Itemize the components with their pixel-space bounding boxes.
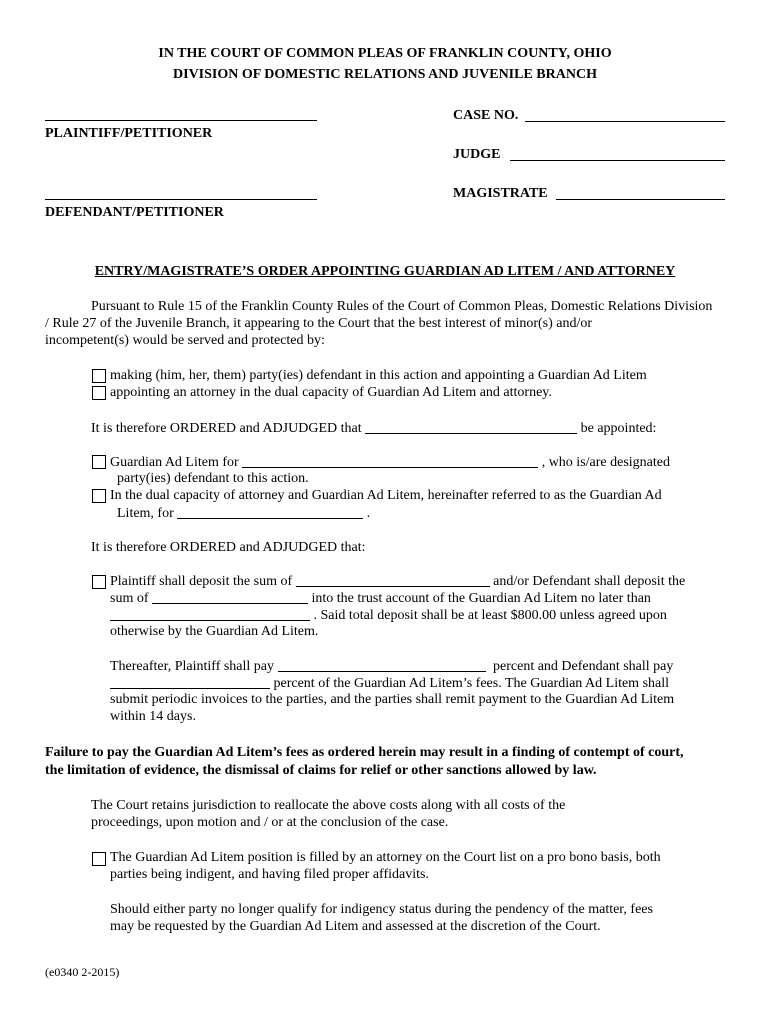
retains-line-2: proceedings, upon motion and / or at the conclusion of the case.: [91, 815, 449, 830]
deposit-line-2: [110, 589, 651, 607]
appointee-name-field[interactable]: [365, 419, 577, 434]
defendant-label: DEFENDANT/PETITIONER: [45, 205, 224, 220]
deposit-text-c: sum of: [110, 591, 149, 606]
deposit-line-1: [110, 572, 685, 590]
deposit-deadline-field[interactable]: [110, 606, 310, 621]
deposit-text-b: and/or Defendant shall deposit the: [493, 574, 686, 589]
ordered-suffix: be appointed:: [580, 421, 657, 436]
thereafter-line-1: [110, 657, 673, 675]
gal-for-checkbox[interactable]: [92, 455, 106, 469]
thereafter-line-2: [110, 674, 669, 692]
deposit-line-3: [110, 606, 667, 624]
making-party-checkbox[interactable]: [92, 369, 106, 383]
warning-line-1: Failure to pay the Guardian Ad Litem’s fees as ordered herein may result in a finding of contempt of court,: [45, 745, 684, 760]
dual-capacity-checkbox[interactable]: [92, 489, 106, 503]
indigency-line-2: may be requested by the Guardian Ad Litem and assessed at the discretion of the Court.: [110, 919, 601, 934]
gal-for-suffix: , who is/are designated: [541, 455, 670, 470]
thereafter-line-3: submit periodic invoices to the parties, and the parties shall remit payment to the Guardian Ad Litem: [110, 692, 675, 707]
division-heading: DIVISION OF DOMESTIC RELATIONS AND JUVENILE BRANCH: [173, 67, 597, 82]
gal-for-name-field[interactable]: [242, 453, 538, 468]
order-title: ENTRY/MAGISTRATE’S ORDER APPOINTING GUARDIAN AD LITEM / AND ATTORNEY: [94, 264, 676, 279]
gal-for-prefix: Guardian Ad Litem for: [110, 455, 239, 470]
retains-line-1: The Court retains jurisdiction to reallocate the above costs along with all costs of the: [91, 798, 566, 813]
form-number: (e0340 2-2015): [45, 965, 120, 979]
case-no-label: CASE NO.: [453, 108, 519, 123]
plaintiff-name-line[interactable]: [45, 120, 317, 121]
dual-capacity-prefix: Litem, for: [117, 506, 174, 521]
dual-capacity-line-2: [117, 504, 370, 522]
plaintiff-percent-field[interactable]: [278, 657, 486, 672]
intro-line-3: incompetent(s) would be served and protected by:: [45, 333, 325, 348]
deposit-text-d: into the trust account of the Guardian Ad Litem no later than: [311, 591, 651, 606]
deposit-text-a: Plaintiff shall deposit the sum of: [110, 574, 293, 589]
magistrate-field[interactable]: [556, 199, 725, 200]
judge-label: JUDGE: [453, 147, 501, 162]
appoint-attorney-checkbox[interactable]: [92, 386, 106, 400]
gal-for-line-2: party(ies) defendant to this action.: [117, 471, 309, 486]
thereafter-text-a: Thereafter, Plaintiff shall pay: [110, 659, 275, 674]
dual-capacity-name-field[interactable]: [177, 504, 363, 519]
indigency-line-1: Should either party no longer qualify for indigency status during the pendency of the matter, fees: [110, 902, 653, 917]
thereafter-text-c: percent of the Guardian Ad Litem’s fees. The Guardian Ad Litem shall: [273, 676, 670, 691]
dual-capacity-end: .: [366, 506, 371, 521]
deposit-text-e: . Said total deposit shall be at least $800.00 unless agreed upon: [313, 608, 667, 623]
ordered-appointed-statement: [91, 419, 656, 437]
plaintiff-deposit-amount-field[interactable]: [296, 572, 490, 587]
case-no-field[interactable]: [525, 121, 725, 122]
thereafter-line-4: within 14 days.: [110, 709, 196, 724]
dual-capacity-line-1: In the dual capacity of attorney and Guardian Ad Litem, hereinafter referred to as the Guardian Ad: [110, 488, 662, 503]
gal-for-line: [110, 453, 670, 471]
deposit-checkbox[interactable]: [92, 575, 106, 589]
warning-line-2: the limitation of evidence, the dismissal of claims for relief or other sanctions allowed by law.: [45, 763, 597, 778]
intro-line-2: / Rule 27 of the Juvenile Branch, it appearing to the Court that the best interest of minor(s) and/or: [45, 316, 593, 331]
court-name-heading: IN THE COURT OF COMMON PLEAS OF FRANKLIN COUNTY, OHIO: [158, 46, 612, 61]
making-party-text: making (him, her, them) party(ies) defendant in this action and appointing a Guardian Ad Litem: [110, 368, 647, 383]
pro-bono-line-2: parties being indigent, and having filed proper affidavits.: [110, 867, 429, 882]
pro-bono-line-1: The Guardian Ad Litem position is filled by an attorney on the Court list on a pro bono basis, both: [110, 850, 661, 865]
intro-line-1: Pursuant to Rule 15 of the Franklin County Rules of the Court of Common Pleas, Domestic Relations Division: [91, 299, 713, 314]
thereafter-text-b: percent and Defendant shall pay: [493, 659, 674, 674]
appoint-attorney-text: appointing an attorney in the dual capacity of Guardian Ad Litem and attorney.: [110, 385, 552, 400]
deposit-line-4: otherwise by the Guardian Ad Litem.: [110, 624, 319, 639]
defendant-deposit-amount-field[interactable]: [152, 589, 308, 604]
plaintiff-label: PLAINTIFF/PETITIONER: [45, 126, 213, 141]
judge-field[interactable]: [510, 160, 725, 161]
ordered-adjudged-heading: It is therefore ORDERED and ADJUDGED that:: [91, 540, 366, 555]
defendant-percent-field[interactable]: [110, 674, 270, 689]
magistrate-label: MAGISTRATE: [453, 186, 548, 201]
defendant-name-line[interactable]: [45, 199, 317, 200]
pro-bono-checkbox[interactable]: [92, 852, 106, 866]
ordered-prefix: It is therefore ORDERED and ADJUDGED that: [91, 421, 362, 436]
